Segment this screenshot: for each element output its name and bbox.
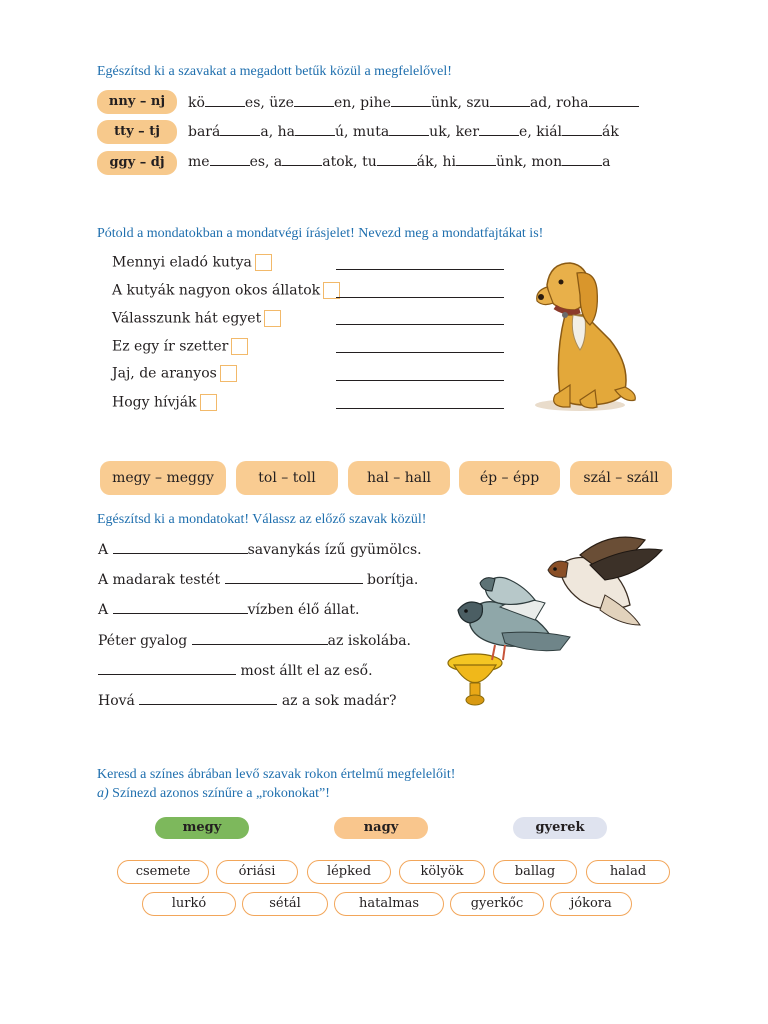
- word-part: ú, muta: [334, 124, 390, 140]
- sentence-start: A: [98, 602, 109, 618]
- fill-blank[interactable]: [98, 662, 236, 675]
- word-part: ünk, mon: [495, 154, 563, 170]
- sentence: [98, 601, 359, 618]
- word-pair-pill: hal – hall: [348, 461, 450, 495]
- word-part: ák: [602, 124, 619, 140]
- fill-blank[interactable]: [562, 123, 602, 136]
- punctuation-box[interactable]: [200, 394, 217, 411]
- letter-pair-pill: nny – nj: [97, 90, 177, 114]
- sentence-end: az a sok madár?: [281, 693, 397, 709]
- sentence: [112, 338, 248, 355]
- word-part: e, kiál: [519, 124, 563, 140]
- sentence: [112, 394, 217, 411]
- synonym-word[interactable]: sétál: [242, 892, 328, 916]
- fill-blank[interactable]: [456, 153, 496, 166]
- word-part: kö: [188, 95, 205, 111]
- sentence: [112, 365, 237, 382]
- fill-blank[interactable]: [391, 94, 431, 107]
- answer-line[interactable]: [336, 379, 504, 381]
- sub-instruction-text: Színezd azonos színűre a „rokonokat”!: [112, 786, 330, 801]
- fill-blank[interactable]: [205, 94, 245, 107]
- sentence-text: A kutyák nagyon okos állatok: [112, 282, 321, 299]
- synonym-word[interactable]: jókora: [550, 892, 632, 916]
- fill-blank[interactable]: [294, 94, 334, 107]
- fill-blank[interactable]: [192, 632, 328, 645]
- word-part: atok, tu: [322, 154, 377, 170]
- word-pair-pill: ép – épp: [459, 461, 560, 495]
- punctuation-box[interactable]: [255, 254, 272, 271]
- word-part: a: [602, 154, 611, 170]
- fill-blank[interactable]: [282, 153, 322, 166]
- answer-line[interactable]: [336, 296, 504, 298]
- sentence: [98, 632, 411, 649]
- task1-row: [188, 94, 639, 111]
- word-part: bará: [188, 124, 221, 140]
- answer-line[interactable]: [336, 407, 504, 409]
- word-part: a, ha: [260, 124, 295, 140]
- task1-row: [188, 123, 619, 140]
- answer-line[interactable]: [336, 268, 504, 270]
- task1-row: [188, 153, 610, 170]
- sentence: [112, 310, 281, 327]
- fill-blank[interactable]: [295, 123, 335, 136]
- pigeons-illustration: [440, 525, 670, 725]
- synonym-word[interactable]: hatalmas: [334, 892, 444, 916]
- fill-blank[interactable]: [225, 571, 363, 584]
- synonym-word[interactable]: csemete: [117, 860, 209, 884]
- sentence: [112, 254, 272, 271]
- sentence-start: Hová: [98, 693, 135, 709]
- word-part: ák, hi: [416, 154, 456, 170]
- word-part: me: [188, 154, 210, 170]
- fill-blank[interactable]: [210, 153, 250, 166]
- fill-blank[interactable]: [490, 94, 530, 107]
- sentence-end: savanykás ízű gyümölcs.: [247, 542, 422, 558]
- sentence-text: Válasszunk hát egyet: [112, 310, 262, 327]
- task3-instruction: Egészítsd ki a mondatokat! Válassz az előző szavak közül!: [97, 512, 427, 527]
- sentence: [98, 541, 422, 558]
- category-megy: megy: [155, 817, 249, 839]
- category-gyerek: gyerek: [513, 817, 607, 839]
- fill-blank[interactable]: [479, 123, 519, 136]
- sentence: [98, 571, 418, 588]
- synonym-word[interactable]: lépked: [307, 860, 391, 884]
- word-pair-pill: szál – száll: [570, 461, 672, 495]
- answer-line[interactable]: [336, 351, 504, 353]
- fill-blank[interactable]: [562, 153, 602, 166]
- task2-instruction: Pótold a mondatokban a mondatvégi írásjelet! Nevezd meg a mondatfajtákat is!: [97, 226, 544, 241]
- synonym-word[interactable]: kölyök: [399, 860, 485, 884]
- word-part: ünk, szu: [430, 95, 490, 111]
- word-part: es, a: [249, 154, 283, 170]
- punctuation-box[interactable]: [231, 338, 248, 355]
- word-pair-pill: tol – toll: [236, 461, 338, 495]
- sentence-start: A: [98, 542, 109, 558]
- synonym-word[interactable]: ballag: [493, 860, 577, 884]
- sentence-text: Ez egy ír szetter: [112, 338, 229, 355]
- letter-pair-pill: ggy – dj: [97, 151, 177, 175]
- fill-blank[interactable]: [389, 123, 429, 136]
- synonym-word[interactable]: halad: [586, 860, 670, 884]
- fill-blank[interactable]: [139, 692, 277, 705]
- sub-letter: a): [97, 786, 109, 801]
- word-pair-pill: megy – meggy: [100, 461, 226, 495]
- sentence-text: Hogy hívják: [112, 394, 197, 411]
- dog-illustration: [525, 255, 645, 415]
- fill-blank[interactable]: [113, 541, 248, 554]
- answer-line[interactable]: [336, 323, 504, 325]
- synonym-word[interactable]: óriási: [216, 860, 298, 884]
- fill-blank[interactable]: [220, 123, 260, 136]
- punctuation-box[interactable]: [264, 310, 281, 327]
- sentence-end: most állt el az eső.: [240, 663, 373, 679]
- punctuation-box[interactable]: [220, 365, 237, 382]
- synonym-word[interactable]: gyerkőc: [450, 892, 544, 916]
- sentence-text: Jaj, de aranyos: [112, 365, 217, 382]
- fill-blank[interactable]: [589, 94, 639, 107]
- category-nagy: nagy: [334, 817, 428, 839]
- sentence-start: A madarak testét: [98, 572, 221, 588]
- sentence: [98, 662, 373, 679]
- sentence: [112, 282, 340, 299]
- word-part: uk, ker: [429, 124, 480, 140]
- sentence-text: Mennyi eladó kutya: [112, 254, 252, 271]
- task4-sub-instruction: [97, 786, 330, 802]
- sentence-end: az iskolába.: [327, 633, 412, 649]
- word-part: en, pihe: [333, 95, 391, 111]
- sentence-end: vízben élő állat.: [247, 602, 360, 618]
- sentence-start: Péter gyalog: [98, 633, 188, 649]
- sentence-end: borítja.: [367, 572, 419, 588]
- fill-blank[interactable]: [113, 601, 248, 614]
- task1-instruction: Egészítsd ki a szavakat a megadott betűk közül a megfelelővel!: [97, 64, 452, 79]
- word-part: ad, roha: [529, 95, 589, 111]
- sentence: [98, 692, 396, 709]
- fill-blank[interactable]: [377, 153, 417, 166]
- word-part: es, üze: [244, 95, 294, 111]
- task4-instruction: Keresd a színes ábrában levő szavak rokon értelmű megfelelőit!: [97, 767, 456, 782]
- letter-pair-pill: tty – tj: [97, 120, 177, 144]
- synonym-word[interactable]: lurkó: [142, 892, 236, 916]
